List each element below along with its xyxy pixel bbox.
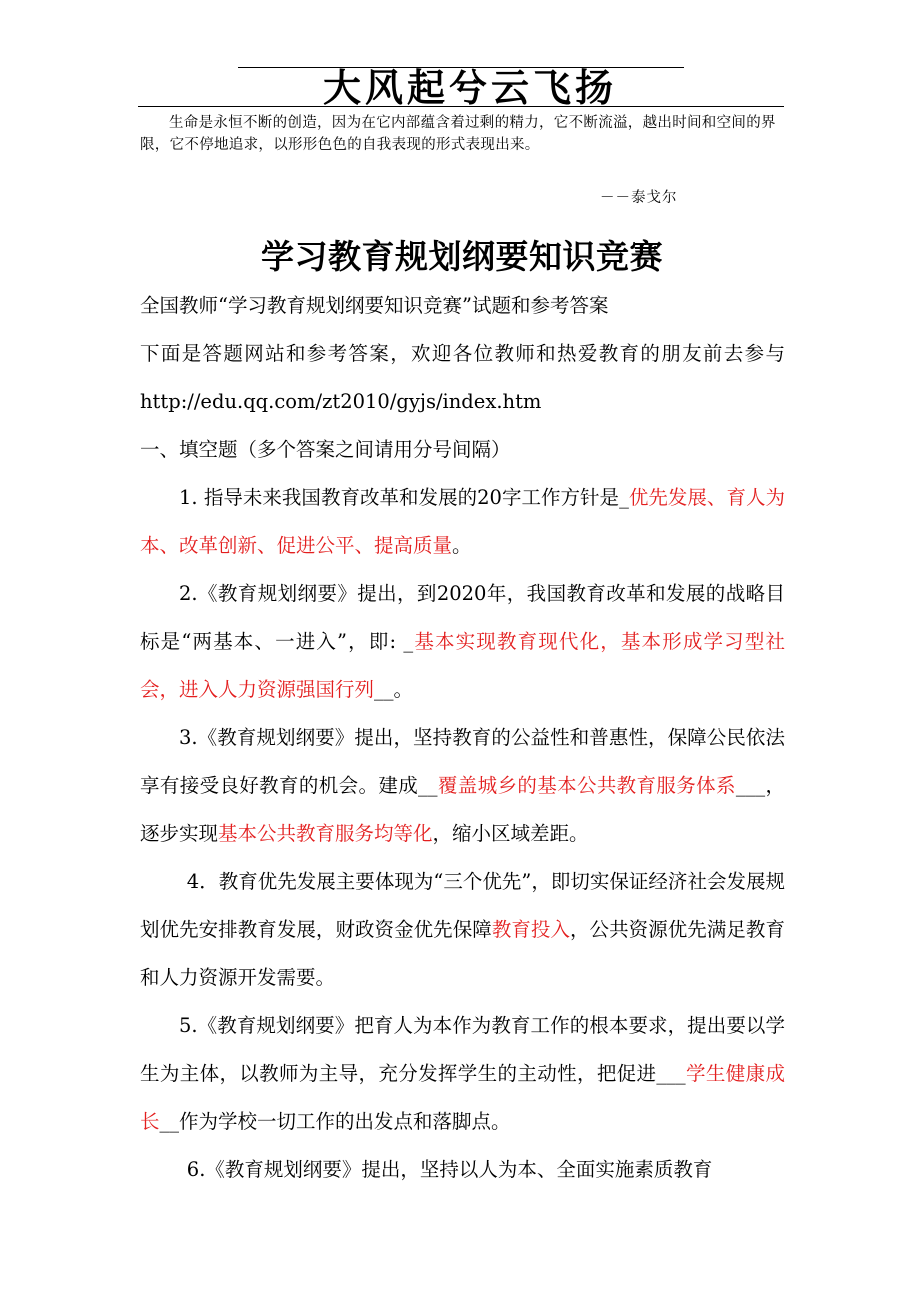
intro-paragraph: 全国教师“学习教育规划纲要知识竞赛”试题和参考答案: [140, 294, 609, 317]
header-bottom-rule: [138, 106, 784, 107]
question-text: __作为学校一切工作的出发点和落脚点。: [159, 1110, 511, 1133]
answer-text: 教育投入: [491, 918, 571, 941]
question-text: 1. 指导未来我国教育改革和发展的20字工作方针是_: [179, 486, 629, 509]
epigraph-author: －－泰戈尔: [600, 190, 678, 206]
header-calligraphy-title: 大风起兮云飞扬: [322, 65, 617, 110]
question-text: 。: [452, 534, 472, 557]
question-3: [140, 714, 785, 858]
question-5: [140, 1002, 785, 1146]
document-title: 学习教育规划纲要知识竞赛: [261, 237, 663, 276]
question-6: [140, 1146, 785, 1194]
question-4: [140, 858, 785, 1002]
question-text: 6.《教育规划纲要》提出，坚持以人为本、全面实施素质教育: [186, 1158, 713, 1181]
answer-text: 优先发展、育人为本、改革创新、促进公平、提高质量: [140, 486, 785, 557]
answer-text: 覆盖城乡的基本公共教育服务体系: [437, 774, 736, 797]
question-text: 3.《教育规划纲要》提出，坚持教育的公益性和普惠性，保障公民依法享有接受良好教育的机会。建成__: [140, 726, 785, 797]
document-body: [140, 282, 785, 1194]
intro-link-paragraph: 下面是答题网站和参考答案，欢迎各位教师和热爱教育的朋友前去参与 http://edu.qq.com/zt2010/gyjs/index.htm: [140, 342, 785, 413]
answer-text: 基本公共教育服务均等化: [218, 822, 433, 845]
question-text: 4．教育优先发展主要体现为“三个优先”，即切实保证经济社会发展规划优先安排教育发展，财政资金优先保障: [140, 870, 785, 941]
question-2: [140, 570, 785, 714]
answer-text: 学生健康成长: [140, 1062, 785, 1133]
question-text: __。: [374, 678, 414, 701]
question-text: ，缩小区域差距。: [432, 822, 589, 845]
question-text: 2.《教育规划纲要》提出，到2020年，我国教育改革和发展的战略目标是“两基本、一进入”，即: _: [140, 582, 785, 653]
answer-text: 基本实现教育现代化，基本形成学习型社会，进入人力资源强国行列: [140, 630, 785, 701]
question-text: 5.《教育规划纲要》把育人为本作为教育工作的根本要求，提出要以学生为主体，以教师为主导，充分发挥学生的主动性，把促进___: [140, 1014, 785, 1085]
epigraph-quote: 生命是永恒不断的创造，因为在它内部蕴含着过剩的精力，它不断流溢，越出时间和空间的界限，它不停地追求，以形形色色的自我表现的形式表现出来。: [140, 115, 776, 153]
question-text: ___，逐步实现: [140, 774, 785, 845]
question-text: ，公共资源优先满足教育和人力资源开发需要。: [140, 918, 785, 989]
question-1: [140, 474, 785, 570]
section-heading: 一、填空题（多个答案之间请用分号间隔）: [140, 438, 511, 461]
